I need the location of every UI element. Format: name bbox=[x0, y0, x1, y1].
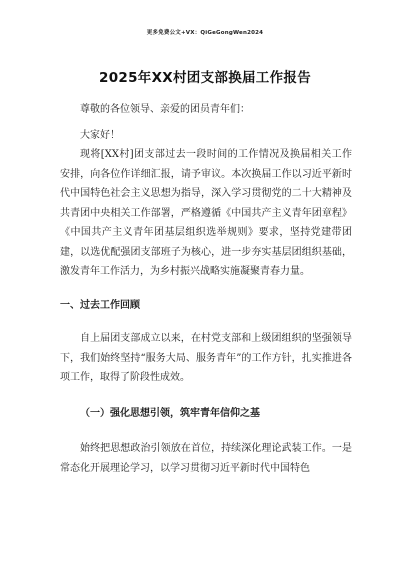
document-title: 2025年XX村团支部换届工作报告 bbox=[99, 70, 311, 86]
salutation: 尊敬的各位领导、亲爱的团员青年们： bbox=[80, 104, 250, 115]
subsection-heading-ideology: （一）强化思想引领，筑牢青年信仰之基 bbox=[80, 407, 260, 419]
document-body bbox=[60, 100, 352, 478]
section-paragraph-past-work: 自上届团支部成立以来，在村党支部和上级团组织的坚强领导下，我们始终坚持“服务大局、服务青年”的工作方针，扎实推进各项工作，取得了阶段性成效。 bbox=[60, 333, 352, 383]
subsection-paragraph-ideology: 始终把思想政治引领放在首位，持续深化理论武装工作。一是常态化开展理论学习，以学习贯彻习近平新时代中国特色 bbox=[60, 443, 352, 474]
greeting: 大家好！ bbox=[80, 129, 120, 141]
section-heading-past-work: 一、过去工作回顾 bbox=[60, 299, 140, 311]
intro-paragraph: 现将[XX村]团支部过去一段时间的工作情况及换届相关工作安排，向各位作详细汇报，请予审议。本次换届工作以习近平新时代中国特色社会主义思想为指导，深入学习贯彻党的二十大精神及共青团中央相关工作部署，严格遵循《中国共产主义青年团章程》《中国共产主义青年团基层组织选举规则》要求，坚持党建带团建，以选优配强团支部班子为核心，进一步夯实基层团组织基础，激发青年工作活力，为乡村振兴战略实施凝聚青春力量。 bbox=[60, 149, 352, 277]
header-watermark: 更多免费公文+VX：QiGeGongWen2024 bbox=[146, 30, 264, 36]
